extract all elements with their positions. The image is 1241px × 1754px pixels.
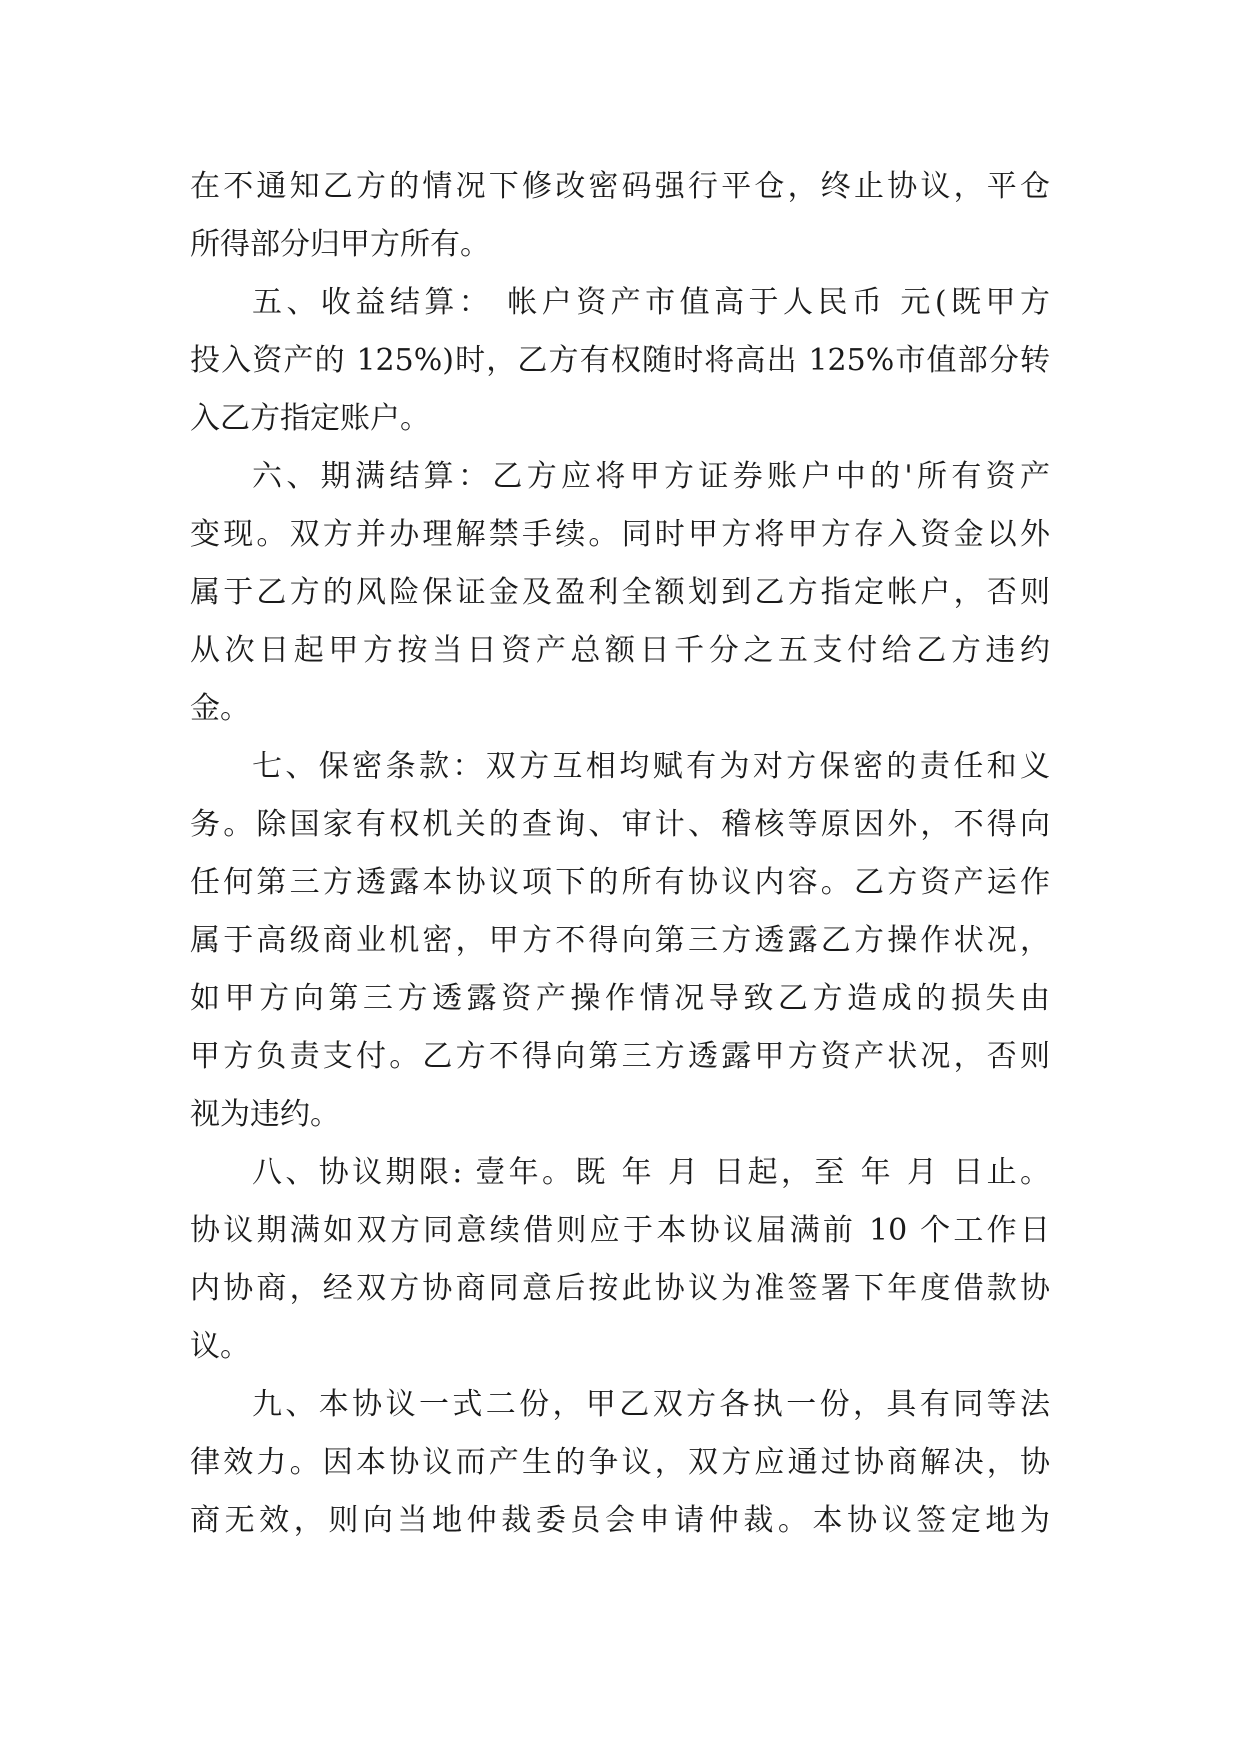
paragraph-line: 议。: [190, 1329, 250, 1364]
paragraph-line: 五、收益结算： 帐户资产市值高于人民币 元(既甲方: [252, 285, 1050, 320]
paragraph-line: 变现。双方并办理解禁手续。同时甲方将甲方存入资金以外: [190, 517, 1050, 552]
paragraph-line: 甲方负责支付。乙方不得向第三方透露甲方资产状况，否则: [190, 1039, 1050, 1074]
paragraph-line: 协议期满如双方同意续借则应于本协议届满前 10 个工作日: [190, 1213, 1050, 1248]
paragraph-line: 属于高级商业机密，甲方不得向第三方透露乙方操作状况，: [190, 923, 1050, 958]
paragraph-line: 金。: [190, 691, 250, 726]
paragraph-line: 八、协议期限: 壹年。既 年 月 日起，至 年 月 日止。: [252, 1155, 1050, 1190]
paragraph-line: 入乙方指定账户。: [190, 401, 430, 436]
paragraph-line: 视为违约。: [190, 1097, 340, 1132]
document-body: [190, 158, 1050, 1550]
paragraph-line: 九、本协议一式二份，甲乙双方各执一份，具有同等法: [252, 1387, 1050, 1422]
paragraph-line: 商无效，则向当地仲裁委员会申请仲裁。本协议签定地为: [190, 1503, 1050, 1538]
paragraph-line: 属于乙方的风险保证金及盈利全额划到乙方指定帐户，否则: [190, 575, 1050, 610]
paragraph-line: 所得部分归甲方所有。: [190, 227, 490, 262]
paragraph-line: 律效力。因本协议而产生的争议，双方应通过协商解决，协: [190, 1445, 1050, 1480]
paragraph-line: 任何第三方透露本协议项下的所有协议内容。乙方资产运作: [190, 865, 1050, 900]
paragraph-line: 内协商，经双方协商同意后按此协议为准签署下年度借款协: [190, 1271, 1050, 1306]
paragraph-line: 如甲方向第三方透露资产操作情况导致乙方造成的损失由: [190, 981, 1050, 1016]
paragraph-line: 务。除国家有权机关的查询、审计、稽核等原因外，不得向: [190, 807, 1050, 842]
paragraph-line: 在不通知乙方的情况下修改密码强行平仓，终止协议，平仓: [190, 169, 1050, 204]
paragraph-line: 从次日起甲方按当日资产总额日千分之五支付给乙方违约: [190, 633, 1050, 668]
paragraph-line: 投入资产的 125%)时，乙方有权随时将高出 125%市值部分转: [190, 343, 1050, 378]
paragraph-line: 七、保密条款：双方互相均赋有为对方保密的责任和义: [252, 749, 1050, 784]
paragraph-line: 六、期满结算：乙方应将甲方证券账户中的'所有资产: [252, 459, 1050, 494]
